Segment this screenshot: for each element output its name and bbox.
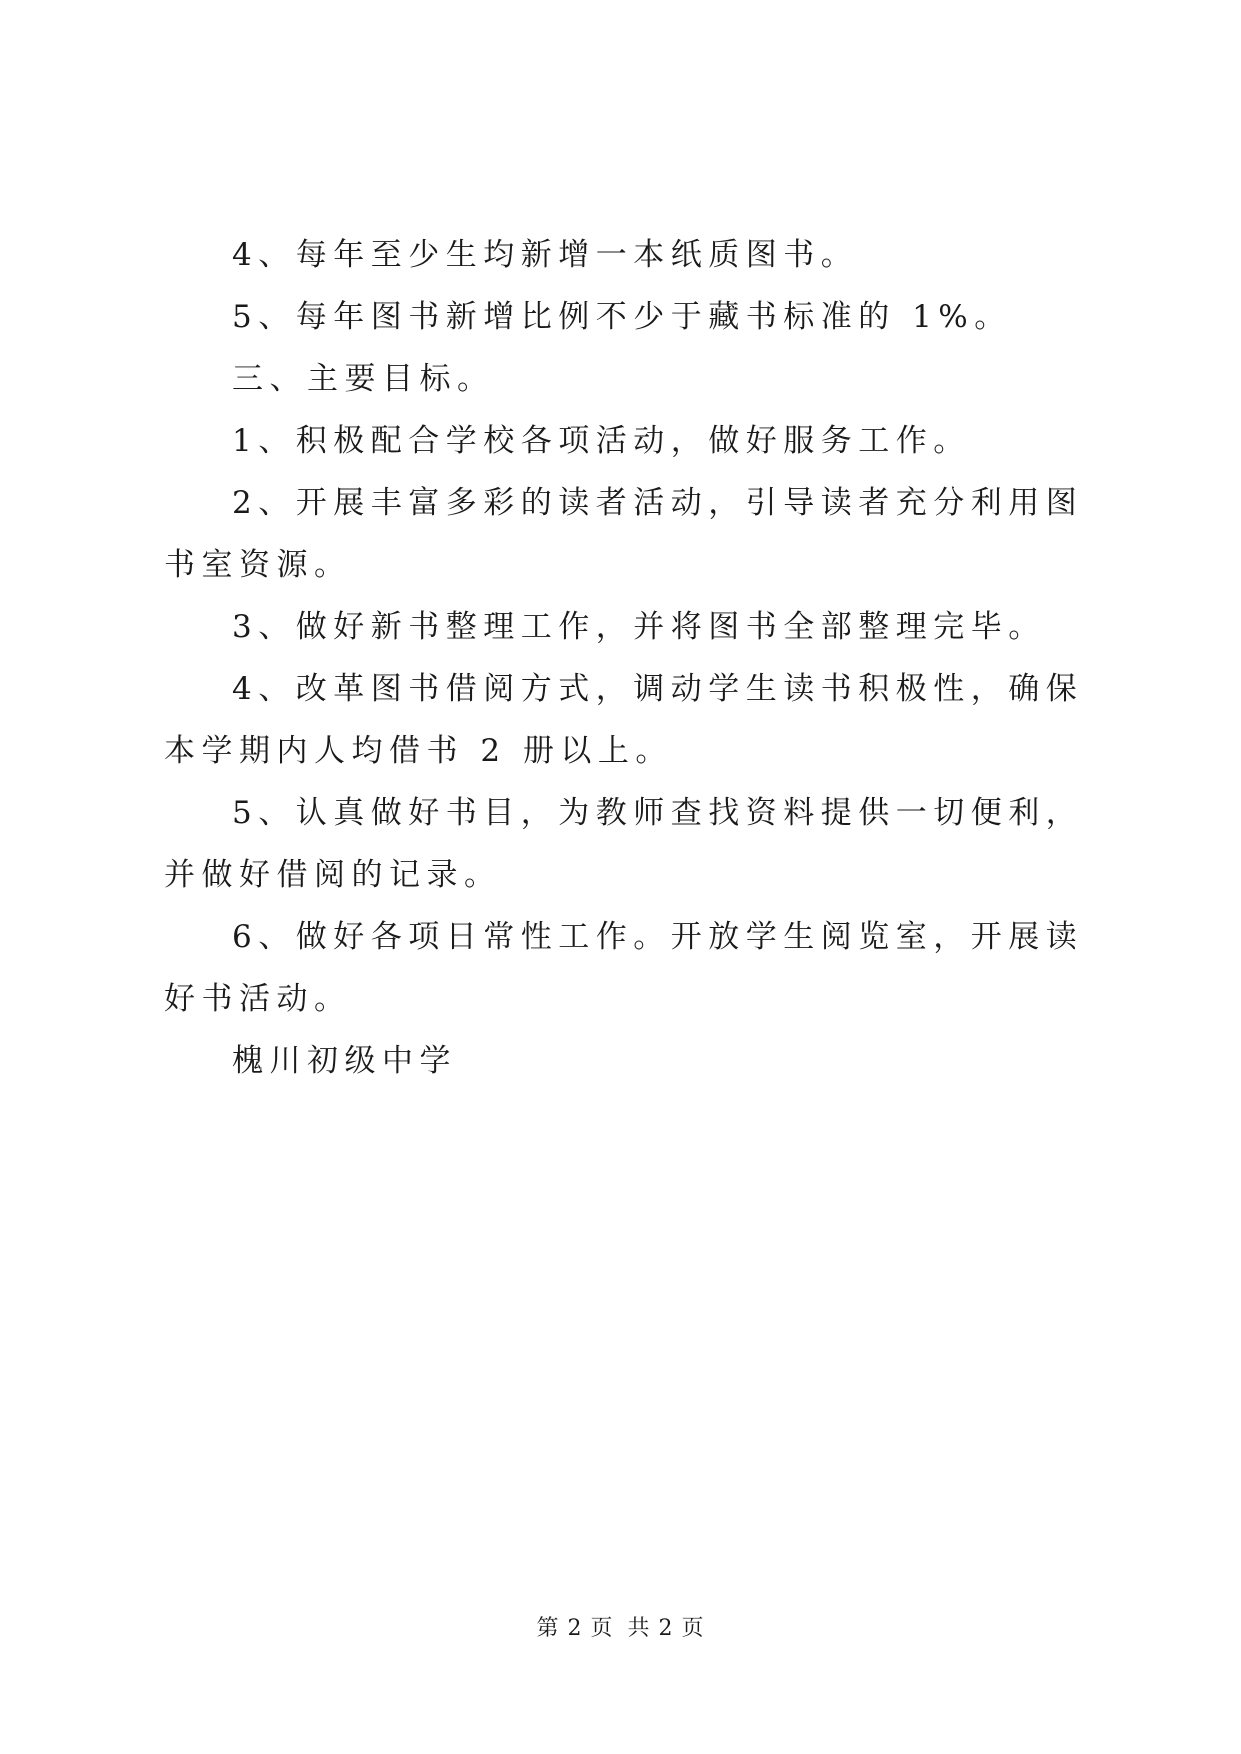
school-signature: 槐川初级中学 <box>232 1043 457 1079</box>
paragraph-goal-5: 5、认真做好书目，为教师查找资料提供一切便利，并做好借阅的记录。 <box>164 795 1084 893</box>
paragraph-item-5-growth-ratio: 5、每年图书新增比例不少于藏书标准的 1%。 <box>232 299 1012 335</box>
paragraph-goal-1: 1、积极配合学校各项活动，做好服务工作。 <box>232 423 971 459</box>
document-body <box>164 224 1094 1092</box>
paragraph-goal-2: 2、开展丰富多彩的读者活动，引导读者充分利用图书室资源。 <box>164 485 1084 583</box>
page-number: 第 2 页 <box>536 1616 614 1641</box>
paragraph-goal-3: 3、做好新书整理工作，并将图书全部整理完毕。 <box>232 609 1046 645</box>
section-heading-main-goals: 三、主要目标。 <box>232 361 495 397</box>
paragraph-item-4-new-books: 4、每年至少生均新增一本纸质图书。 <box>232 237 859 273</box>
paragraph-goal-6: 6、做好各项日常性工作。开放学生阅览室，开展读好书活动。 <box>164 919 1084 1017</box>
page-total: 共 2 页 <box>627 1616 705 1641</box>
page-footer <box>0 1614 1241 1644</box>
paragraph-goal-4: 4、改革图书借阅方式，调动学生读书积极性，确保本学期内人均借书 2 册以上。 <box>164 671 1084 769</box>
